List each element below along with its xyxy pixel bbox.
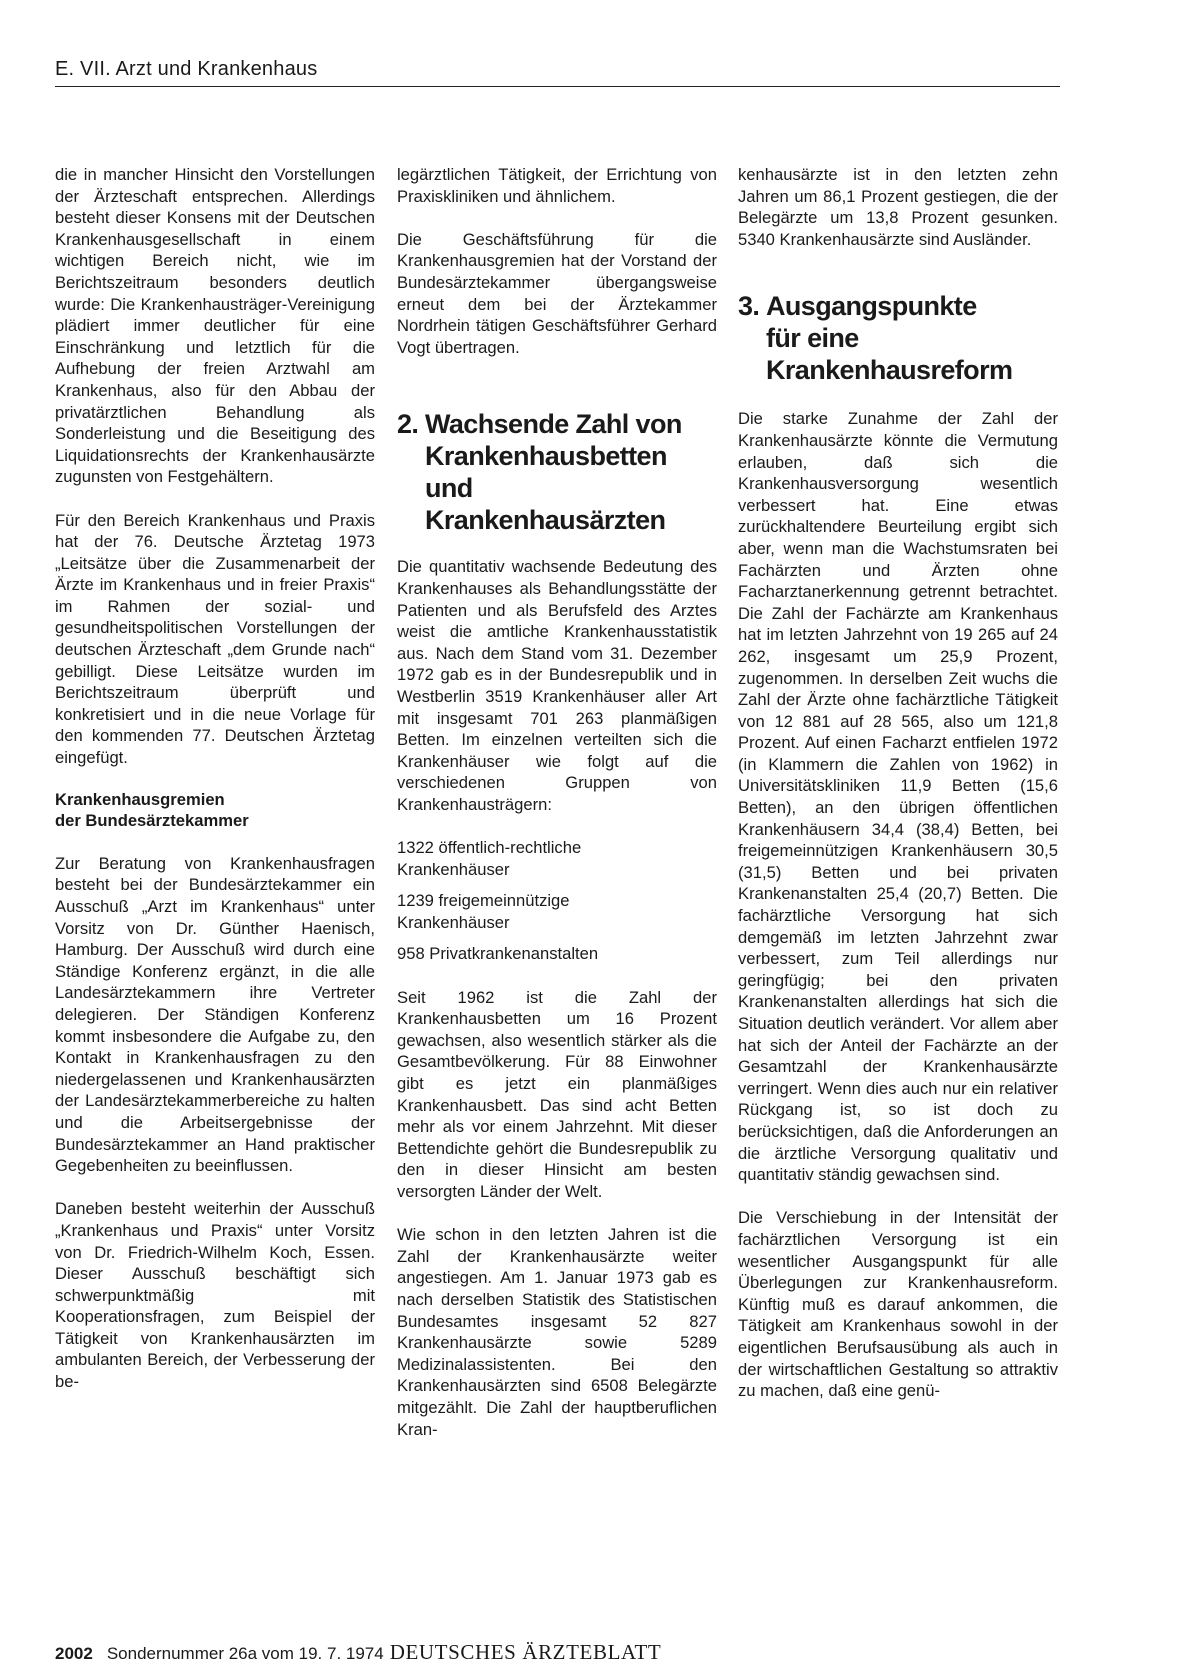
list-item-line: Krankenhäuser <box>397 859 510 879</box>
section-number: 3. <box>738 291 760 322</box>
list-item-line: 1239 freigemeinnützige <box>397 891 570 911</box>
section-heading-3 <box>738 290 1058 386</box>
section-title-line: Ausgangspunkte <box>766 291 977 322</box>
paragraph: Seit 1962 ist die Zahl der Krankenhausbetten um 16 Prozent gewachsen, also wesentlich stärker als die Gesamtbevölkerung. Für 88 Einwohner gibt es jetzt ein planmäßiges Krankenhausbett. Das sind acht Betten mehr als vor einem Jahrzehnt. Mit dieser Bettendichte gehört die Bundesrepublik zu den in dieser Hinsicht am besten versorgten Länder der Welt. <box>397 987 717 1201</box>
paragraph: kenhausärzte ist in den letzten zehn Jahren um 86,1 Prozent gestiegen, die der Belegärzte um 13,8 Prozent gesunken. 5340 Krankenhausärzte sind Ausländer. <box>738 165 1058 249</box>
section-title-line: für eine <box>766 323 859 354</box>
column-3 <box>738 164 1058 1402</box>
paragraph: Für den Bereich Krankenhaus und Praxis hat der 76. Deutsche Ärztetag 1973 „Leitsätze über die Zusammenarbeit der Ärzte im Krankenhaus und in freier Praxis“ im Rahmen der sozial- und gesundheitspolitischen Vorstellungen der deutschen Ärzteschaft „dem Grunde nach“ gebilligt. Diese Leitsätze wurden im Berichtszeitraum überprüft und konkretisiert und in die neue Vorlage für den kommenden 77. Deutschen Ärztetag eingefügt. <box>55 510 375 768</box>
issue-info: Sondernummer 26a vom 19. 7. 1974 <box>106 1644 384 1663</box>
paragraph: Die quantitativ wachsende Bedeutung des Krankenhauses als Behandlungsstätte der Patienten und als Berufsfeld des Arztes weist die amtliche Krankenhausstatistik aus. Nach dem Stand vom 31. Dezember 1972 gab es in der Bundesrepublik und in Westberlin 3519 Krankenhäuser aller Art mit insgesamt 701 263 planmäßigen Betten. Im einzelnen verteilten sich die Krankenhäuser wie folgt auf die verschiedenen Gruppen von Krankenhausträgern: <box>397 557 717 814</box>
list-item-line: Krankenhäuser <box>397 912 510 932</box>
list-item <box>397 837 717 880</box>
paragraph: Daneben besteht weiterhin der Ausschuß „Krankenhaus und Praxis“ unter Vorsitz von Dr. Friedrich-Wilhelm Koch, Essen. Dieser Ausschuß beschäftigt sich schwerpunktmäßig mit Kooperationsfragen, zum Beispiel der Tätigkeit von Krankenhausärzten im ambulanten Bereich, der Verbesserung der be- <box>55 1199 375 1392</box>
list-item: 958 Privatkrankenanstalten <box>397 944 599 964</box>
section-title-line: Krankenhausbetten <box>425 441 667 472</box>
section-number: 2. <box>397 409 419 440</box>
paragraph: die in mancher Hinsicht den Vorstellungen der Ärzteschaft entsprechen. Allerdings besteht dieser Konsens mit der Deutschen Krankenhausgesellschaft in einem wichtigen Bereich nicht, wie im Berichtszeitraum besonders deutlich wurde: Die Krankenhausträger-Vereinigung plädiert immer deutlicher für eine Einschränkung und letztlich für die Aufhebung der freien Arztwahl am Krankenhaus, also für den Abbau der privatärztlichen Behandlung als Sonderleistung und die Beseitigung des Liquidationsrechts der Krankenhausärzte zugunsten von Festgehältern. <box>55 165 375 487</box>
paragraph: Die Geschäftsführung für die Krankenhausgremien hat der Vorstand der Bundesärztekammer übergangsweise erneut dem bei der Ärztekammer Nordrhein tätigen Geschäftsführer Gerhard Vogt übertragen. <box>397 229 717 357</box>
list-item-line: 1322 öffentlich-rechtliche <box>397 838 582 858</box>
section-title-line: Wachsende Zahl von <box>425 409 682 440</box>
paragraph: Zur Beratung von Krankenhausfragen besteht bei der Bundesärztekammer ein Ausschuß „Arzt im Krankenhaus“ unter Vorsitz von Dr. Günther Haenisch, Hamburg. Der Ausschuß wird durch eine Ständige Konferenz ergänzt, in die alle Landesärztekammern ihre Vertreter delegieren. Der Ständigen Konferenz kommt insbesondere die Aufgabe zu, den Kontakt in Krankenhausfragen zu den niedergelassenen und Krankenhausärzten der Landesärztekammerbereiche zu halten und die Arbeitsergebnisse der Bundesärztekammer an Hand praktischer Gegebenheiten zu beeinflussen. <box>55 853 375 1176</box>
section-title-line: Krankenhausärzten <box>425 505 666 536</box>
column-1 <box>55 164 375 1393</box>
journal-title: DEUTSCHES ÄRZTEBLATT <box>389 1640 662 1664</box>
running-header: E. VII. Arzt und Krankenhaus <box>55 58 318 80</box>
section-title-line: Krankenhausreform <box>766 355 1013 386</box>
paragraph: Die starke Zunahme der Zahl der Krankenhausärzte könnte die Vermutung erlauben, daß sich die Krankenhausversorgung wesentlich verbessert hat. Eine etwas zurückhaltendere Beurteilung ergibt sich aber, wenn man die Wachstumsraten bei Fachärzten und Ärzten ohne Facharztanerkennung getrennt betrachtet. Die Zahl der Fachärzte am Krankenhaus hat im letzten Jahrzehnt von 19 265 auf 24 262, insgesamt um 25,9 Prozent, zugenommen. In derselben Zeit wuchs die Zahl der Ärzte ohne fachärztliche Tätigkeit von 12 881 auf 28 565, also um 121,8 Prozent. Auf einen Facharzt entfielen 1972 (in Klammern die Zahlen von 1962) in Universitätskliniken 11,9 Betten (15,6 Betten), an den übrigen öffentlichen Krankenhäusern 34,4 (38,4) Betten, bei freigemeinnützigen Krankenhäusern 30,5 (31,5) Betten und bei privaten Krankenanstalten 25,4 (20,7) Betten. Die fachärztliche Versorgung hat sich demgemäß im letzten Jahrzehnt zwar verbessert, zum Teil allerdings nur geringfügig; bei den privaten Krankenanstalten allerdings hat sich die Situation deutlich verändert. Vor allem aber hat sich der Anteil der Fachärzte an der Gesamtzahl der Krankenhausärzte verringert. Wenn dies auch nur ein relativer Rückgang ist, so ist doch zu berücksichtigen, daß die Anforderungen an die ärztliche Versorgung qualitativ und quantitativ ständig gewachsen sind. <box>738 409 1058 1185</box>
footer <box>55 1640 661 1665</box>
section-heading-2 <box>397 408 717 536</box>
paragraph: Wie schon in den letzten Jahren ist die Zahl der Krankenhausärzte weiter angestiegen. Am 1. Januar 1973 gab es nach derselben Statistik des Statistischen Bundesamtes insgesamt 52 827 Krankenhausärzte sowie 5289 Medizinalassistenten. Bei den Krankenhausärzten sind 6508 Belegärzte mitgezählt. Die Zahl der hauptberuflichen Kran- <box>397 1225 717 1439</box>
subheading-line: Krankenhausgremien <box>55 790 225 810</box>
subheading-line: der Bundesärztekammer <box>55 810 249 830</box>
header-rule <box>55 86 1060 87</box>
section-title-line: und <box>425 473 473 504</box>
column-2 <box>397 164 717 1440</box>
list-item <box>397 890 717 933</box>
subheading-krankenhausgremien <box>55 790 375 831</box>
paragraph: legärztlichen Tätigkeit, der Errichtung von Praxiskliniken und ähnlichem. <box>397 165 717 206</box>
page-number: 2002 <box>55 1644 93 1663</box>
paragraph: Die Verschiebung in der Intensität der fachärztlichen Versorgung ist ein wesentlicher Ausgangspunkt für alle Überlegungen zur Krankenhausreform. Künftig muß es darauf ankommen, die Tätigkeit am Krankenhaus sowohl in der eigentlichen Berufsausübung als auch in der wirtschaftlichen Gestaltung so attraktiv zu machen, daß eine genü- <box>738 1208 1058 1401</box>
